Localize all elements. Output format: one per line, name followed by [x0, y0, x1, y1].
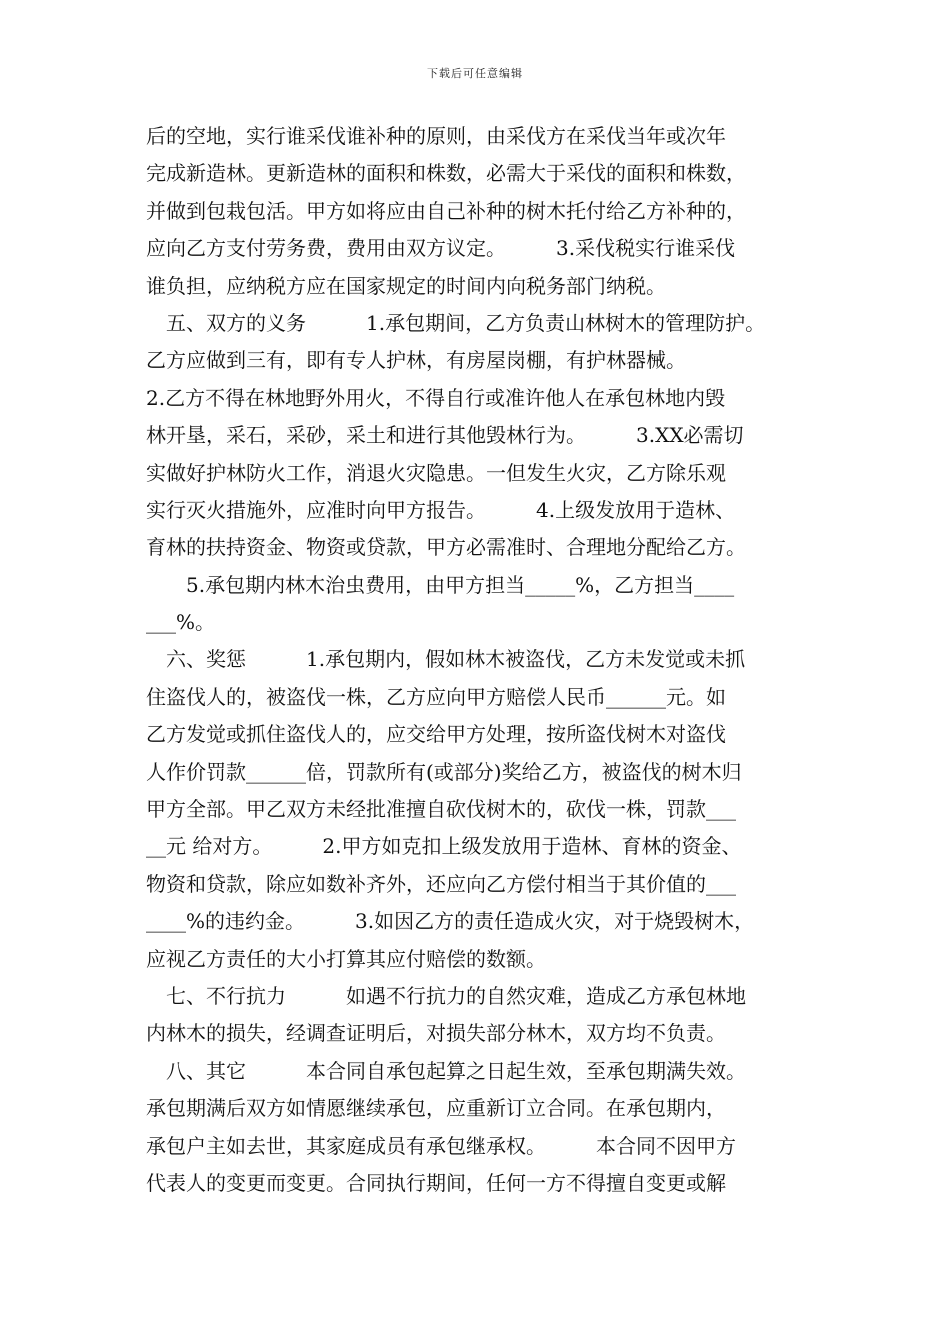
text-line: 应视乙方责任的大小打算其应付赔偿的数额。	[146, 946, 546, 971]
text-line: 林开垦，采石，采砂，采土和进行其他毁林行为。 3.XX必需切	[146, 423, 744, 448]
text-line: 完成新造林。更新造林的面积和株数，必需大于采伐的面积和株数，	[146, 161, 746, 186]
text-line: 八、其它 本合同自承包起算之日起生效，至承包期满失效。	[146, 1058, 746, 1083]
text-line: 乙方发觉或抓住盗伐人的，应交给甲方处理，按所盗伐树木对盗伐	[146, 722, 726, 747]
text-line: ___%。	[146, 610, 216, 635]
text-line: 人作价罚款______倍，罚款所有(或部分)奖给乙方，被盗伐的树木归	[146, 759, 742, 784]
page-header: 下载后可任意编辑	[427, 67, 523, 80]
text-line: 谁负担，应纳税方应在国家规定的时间内向税务部门纳税。	[146, 273, 666, 298]
text-line: 七、不行抗力 如遇不行抗力的自然灾难，造成乙方承包林地	[146, 983, 746, 1008]
text-line: __元 给对方。 2.甲方如克扣上级发放用于造林、育林的资金、	[146, 834, 742, 859]
text-line: 实做好护林防火工作，消退火灾隐患。一但发生火灾，乙方除乐观	[146, 460, 726, 485]
text-line: 六、奖惩 1.承包期内，假如林木被盗伐，乙方未发觉或未抓	[146, 647, 746, 672]
text-line: ____%的违约金。 3.如因乙方的责任造成火灾，对于烧毁树木，	[146, 909, 755, 934]
text-line: 2.乙方不得在林地野外用火，不得自行或准许他人在承包林地内毁	[146, 385, 726, 410]
text-line: 甲方全部。甲乙双方未经批准擅自砍伐树木的，砍伐一株，罚款___	[146, 797, 736, 822]
text-line: 应向乙方支付劳务费，费用由双方议定。 3.采伐税实行谁采伐	[146, 236, 736, 261]
text-line: 承包户主如去世，其家庭成员有承包继承权。 本合同不因甲方	[146, 1133, 736, 1158]
text-line: 后的空地，实行谁采伐谁补种的原则，由采伐方在采伐当年或次年	[146, 124, 726, 148]
text-line: 育林的扶持资金、物资或贷款，甲方必需准时、合理地分配给乙方。	[146, 535, 746, 560]
text-line: 并做到包栽包活。甲方如将应由自己补种的树木托付给乙方补种的，	[146, 198, 746, 223]
text-line: 五、双方的义务 1.承包期间，乙方负责山林树木的管理防护。	[146, 310, 766, 335]
text-line: 乙方应做到三有，即有专人护林，有房屋岗棚，有护林器械。	[146, 348, 686, 373]
text-line: 实行灭火措施外，应准时向甲方报告。 4.上级发放用于造林、	[146, 497, 736, 522]
text-line: 代表人的变更而变更。合同执行期间，任何一方不得擅自变更或解	[146, 1170, 726, 1195]
text-line: 住盗伐人的，被盗伐一株，乙方应向甲方赔偿人民币______元。如	[146, 684, 726, 709]
contract-body-text	[146, 118, 812, 1202]
text-line: 物资和贷款，除应如数补齐外，还应向乙方偿付相当于其价值的___	[146, 871, 736, 896]
text-line: 承包期满后双方如情愿继续承包，应重新订立合同。在承包期内，	[146, 1096, 726, 1121]
text-line: 5.承包期内林木治虫费用，由甲方担当_____%，乙方担当____	[146, 572, 735, 597]
text-line: 内林木的损失，经调查证明后，对损失部分林木，双方均不负责。	[146, 1021, 726, 1046]
